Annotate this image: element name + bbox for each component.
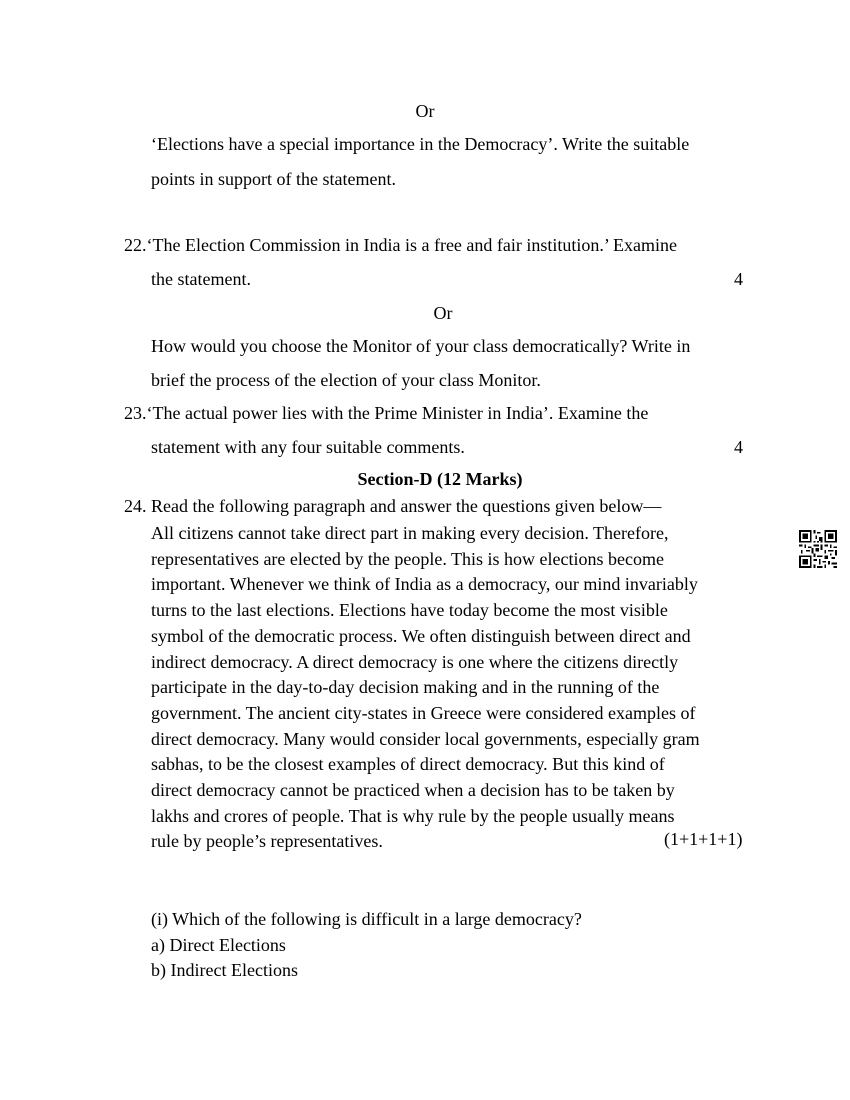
section-d-heading: Section-D (12 Marks) (357, 469, 523, 489)
q22-alt-text-line2: brief the process of the election of your class Monitor. (151, 370, 541, 390)
passage-line: All citizens cannot take direct part in making every decision. Therefore, (151, 523, 669, 543)
q22-text-line2: the statement. (151, 269, 251, 289)
q22-marks: 4 (734, 269, 743, 289)
passage-line: government. The ancient city-states in Greece were considered examples of (151, 702, 696, 723)
passage-line: lakhs and crores of people. That is why rule by the people usually means (151, 805, 675, 826)
qr-code-icon (799, 530, 837, 568)
q23-marks: 4 (734, 437, 743, 457)
q21-alt-text-line2: points in support of the statement. (151, 169, 396, 189)
passage-line: direct democracy. Many would consider local governments, especially gram (151, 728, 700, 749)
q24-passage (151, 521, 751, 855)
q23-text-line2: statement with any four suitable comments. (151, 437, 465, 457)
q23-text-line1: 23.‘The actual power lies with the Prime Minister in India’. Examine the (124, 403, 649, 423)
passage-line: sabhas, to be the closest examples of direct democracy. But this kind of (151, 754, 665, 775)
passage-line: rule by people’s representatives. (151, 831, 383, 852)
passage-line: indirect democracy. A direct democracy is one where the citizens directly (151, 651, 679, 672)
passage-line: direct democracy cannot be practiced when a decision has to be taken by (151, 780, 675, 801)
passage-line: symbol of the democratic process. We often distinguish between direct and (151, 625, 691, 646)
q24-option-b: b) Indirect Elections (151, 960, 298, 980)
passage-line: representatives are elected by the people. This is how elections become (151, 548, 664, 569)
q21-alt-text-line1: ‘Elections have a special importance in the Democracy’. Write the suitable (151, 134, 690, 154)
q24-option-a: a) Direct Elections (151, 935, 286, 955)
passage-line: turns to the last elections. Elections have today become the most visible (151, 600, 668, 621)
q24-question-i: (i) Which of the following is difficult in a large democracy? (151, 909, 582, 929)
or-divider-q21: Or (415, 101, 435, 121)
q24-marks: (1+1+1+1) (664, 829, 743, 849)
q24-intro: 24. Read the following paragraph and answer the questions given below— (124, 496, 662, 516)
or-divider-q22: Or (433, 303, 453, 323)
passage-line: important. Whenever we think of India as a democracy, our mind invariably (151, 574, 698, 595)
q22-alt-text-line1: How would you choose the Monitor of your class democratically? Write in (151, 336, 691, 356)
passage-line: participate in the day-to-day decision making and in the running of the (151, 677, 660, 698)
q22-text-line1: 22.‘The Election Commission in India is a free and fair institution.’ Examine (124, 235, 678, 255)
